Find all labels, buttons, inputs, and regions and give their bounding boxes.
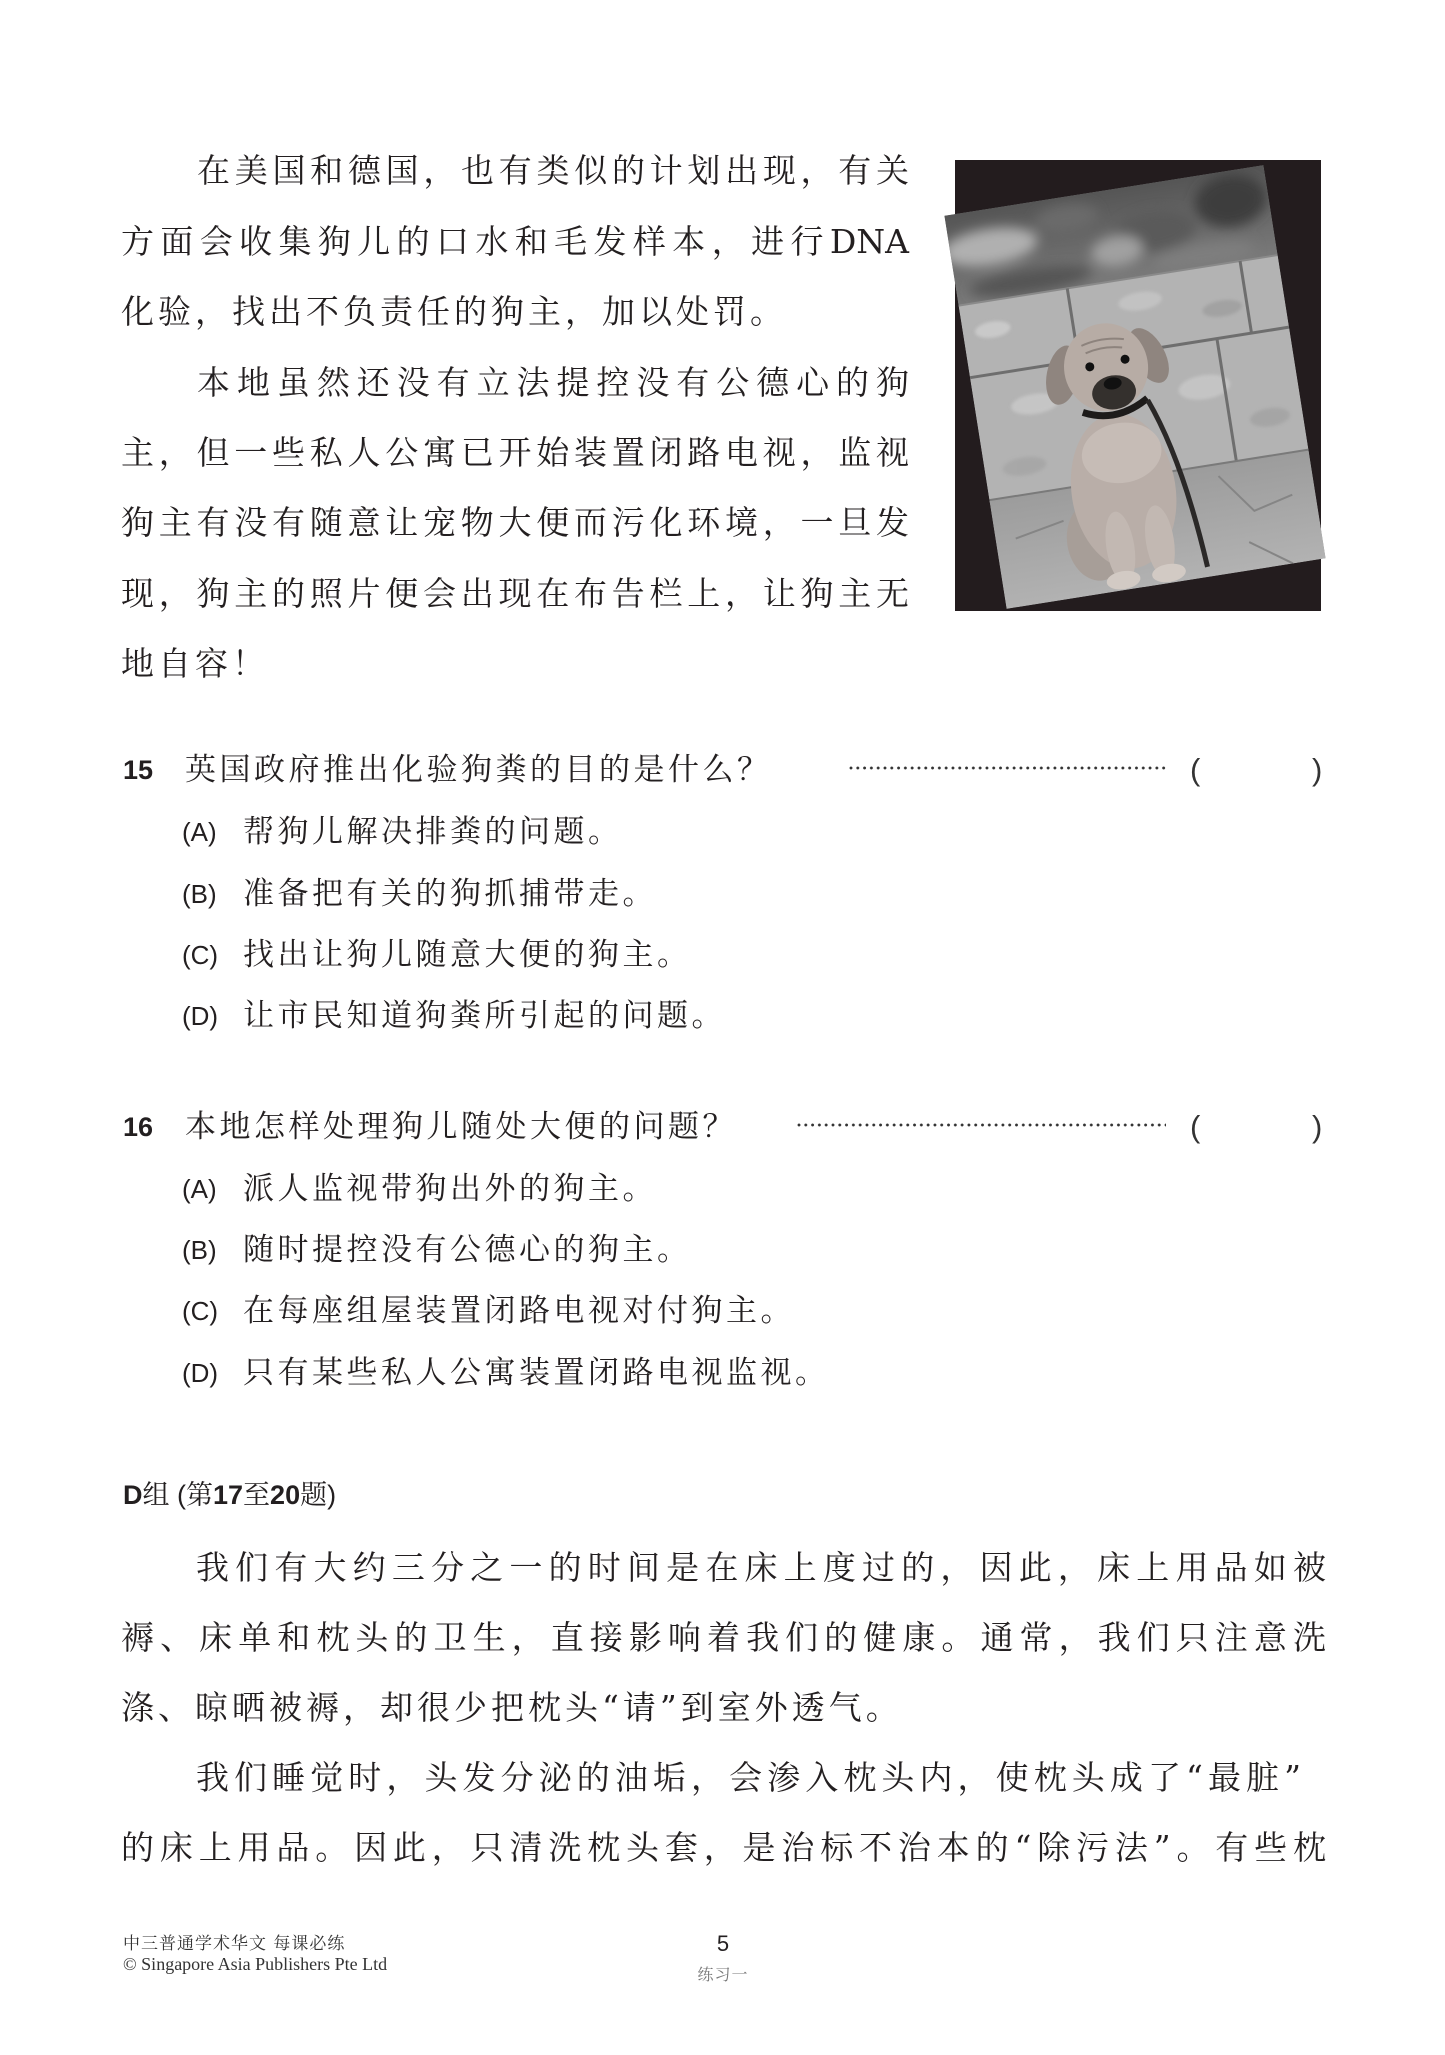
section-range-close: 题) — [300, 1480, 337, 1510]
page-number: 5 — [716, 1931, 730, 1956]
option-c — [0, 925, 1445, 985]
option-label: (C) — [182, 1296, 219, 1326]
option-text: 派人监视带狗出外的狗主。 — [243, 1171, 657, 1207]
option-a — [0, 1159, 1445, 1219]
option-text: 只有某些私人公寓装置闭路电视监视。 — [243, 1355, 830, 1391]
question-text: 英国政府推出化验狗粪的目的是什么？ — [185, 752, 772, 788]
dotted-leader — [797, 1123, 1166, 1127]
option-text: 在每座组屋装置闭路电视对付狗主。 — [243, 1293, 795, 1329]
passage-line: 化验，找出不负责任的狗主，加以处罚。 — [121, 292, 787, 331]
passage-line: 主，但一些私人公寓已开始装置闭路电视，监视 — [121, 433, 909, 472]
puppy-photo-image — [955, 160, 1321, 611]
passage-line: 我们睡觉时，头发分泌的油垢，会渗入枕头内，使枕头成了“最脏” — [196, 1758, 1301, 1797]
option-text: 让市民知道狗粪所引起的问题。 — [243, 998, 726, 1034]
section-range-to: 20 — [270, 1480, 301, 1510]
passage-line: 本地虽然还没有立法提控没有公德心的狗 — [197, 363, 909, 402]
option-text: 随时提控没有公德心的狗主。 — [243, 1232, 692, 1268]
section-range-from: 17 — [213, 1480, 244, 1510]
answer-blank-open: ( — [1190, 752, 1201, 787]
option-c — [0, 1281, 1445, 1341]
section-d-heading — [123, 1477, 336, 1513]
option-a — [0, 802, 1445, 862]
question-stem — [0, 1097, 1445, 1157]
dotted-leader — [849, 766, 1166, 770]
option-label: (A) — [182, 817, 217, 847]
section-group-letter: D — [123, 1480, 143, 1510]
question-number: 15 — [123, 755, 154, 785]
section-range-open: (第 — [169, 1480, 213, 1510]
passage-line: 褥、床单和枕头的卫生，直接影响着我们的健康。通常，我们只注意洗 — [121, 1618, 1326, 1657]
passage-line: 狗主有没有随意让宠物大便而污化环境，一旦发 — [121, 503, 909, 542]
option-text: 准备把有关的狗抓捕带走。 — [243, 876, 657, 912]
option-b — [0, 864, 1445, 924]
footer-book-title: 中三普通学术华文 每课必练 — [123, 1934, 346, 1954]
passage-line: 方面会收集狗儿的口水和毛发样本，进行DNA — [121, 222, 909, 261]
option-label: (C) — [182, 940, 219, 970]
option-b — [0, 1220, 1445, 1280]
option-label: (A) — [182, 1174, 217, 1204]
option-text: 帮狗儿解决排粪的问题。 — [243, 814, 623, 850]
passage-line: 地自容！ — [121, 644, 269, 683]
option-label: (D) — [182, 1001, 219, 1031]
passage-line: 我们有大约三分之一的时间是在床上度过的，因此，床上用品如被 — [196, 1548, 1326, 1587]
section-group-suffix: 组 — [142, 1480, 170, 1510]
answer-blank-close: ) — [1312, 1109, 1323, 1144]
option-d — [0, 986, 1445, 1046]
section-range-to-word: 至 — [243, 1480, 271, 1510]
option-text: 找出让狗儿随意大便的狗主。 — [243, 937, 692, 973]
option-d — [0, 1343, 1445, 1403]
footer-copyright: © Singapore Asia Publishers Pte Ltd — [123, 1954, 388, 1974]
question-stem — [0, 740, 1445, 800]
passage-line: 现，狗主的照片便会出现在布告栏上，让狗主无 — [121, 574, 909, 613]
option-label: (B) — [182, 1235, 217, 1265]
passage-line: 的床上用品。因此，只清洗枕头套，是治标不治本的“除污法”。有些枕 — [121, 1828, 1326, 1867]
question-number: 16 — [123, 1112, 154, 1142]
puppy-photo — [955, 160, 1321, 611]
exercise-label: 练习一 — [697, 1965, 749, 1984]
answer-blank-close: ) — [1312, 752, 1323, 787]
question-text: 本地怎样处理狗儿随处大便的问题？ — [185, 1109, 737, 1145]
option-label: (D) — [182, 1358, 219, 1388]
passage-line: 在美国和德国，也有类似的计划出现，有关 — [197, 151, 909, 190]
option-label: (B) — [182, 879, 217, 909]
passage-line: 涤、晾晒被褥，却很少把枕头“请”到室外透气。 — [121, 1688, 903, 1727]
answer-blank-open: ( — [1190, 1109, 1201, 1144]
